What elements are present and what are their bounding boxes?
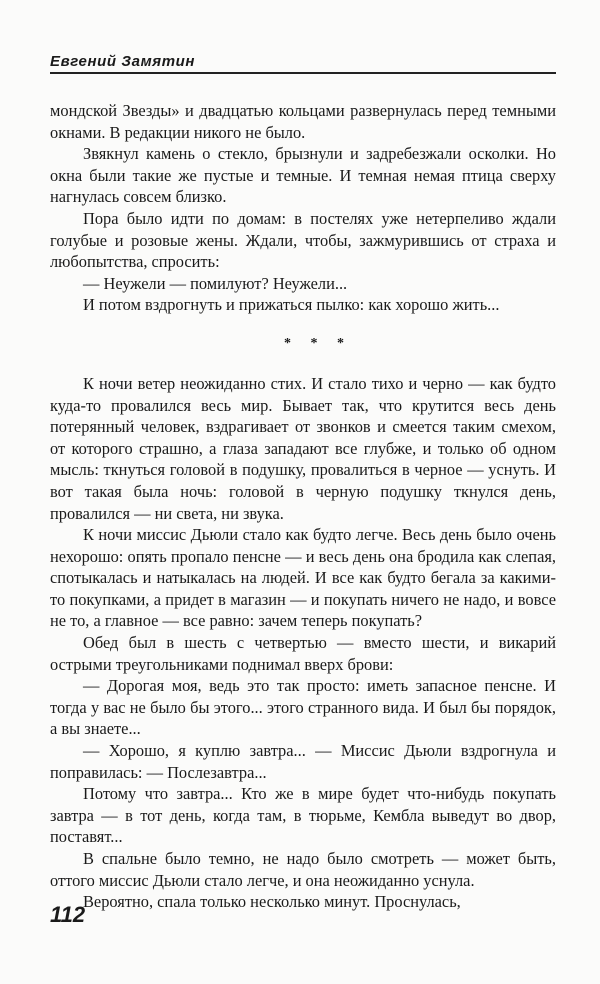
running-title: Евгений Замятин: [50, 53, 196, 70]
paragraph: — Хорошо, я куплю завтра... — Миссис Дьюли вздрогнула и поправилась: — Послезавтра...: [50, 741, 556, 782]
paragraph: — Неужели — помилуют? Неужели...: [83, 273, 348, 293]
section-separator: * * *: [284, 335, 352, 351]
paragraph: И потом вздрогнуть и прижаться пылко: как хорошо жить...: [83, 295, 500, 315]
running-header: [50, 48, 556, 74]
paragraph: Вероятно, спала только несколько минут. Проснулась,: [83, 892, 461, 912]
paragraph: Обед был в шесть с четвертью — вместо шести, и викарий острыми треугольниками поднимал вверх брови:: [50, 633, 556, 674]
section-1: [50, 100, 556, 316]
paragraph: Пора было идти по домам: в постелях уже нетерпеливо ждали голубые и розовые жены. Ждали, чтобы, зажмурившись от страха и любопытства, спросить:: [50, 208, 556, 272]
section-2: [50, 373, 556, 913]
paragraph: В спальне было темно, не надо было смотреть — может быть, оттого миссис Дьюли стало легче, и она неожиданно уснула.: [50, 849, 556, 890]
paragraph: К ночи миссис Дьюли стало как будто легче. Весь день было очень нехорошо: опять пропало пенсне — и весь день она бродила как слепая, спотыкалась и натыкалась на людей. И все как будто бегала за какими-то покупками, а придет в магазин — и покупать ничего не надо, и вовсе не то, а главное — все равно: зачем теперь покупать?: [50, 525, 556, 631]
page-body: [50, 100, 556, 913]
paragraph: Потому что завтра... Кто же в мире будет что-нибудь покупать завтра — в тот день, когда там, в тюрьме, Кембла выведут во двор, поставят...: [50, 784, 556, 847]
paragraph: К ночи ветер неожиданно стих. И стало тихо и черно — как будто куда-то провалился весь мир. Бывает так, что крутится весь день потерянный человек, вздрагивает от звонков и смеется таким смехом, от которого страшно, а глаза западают все глубже, и только об одном мысль: ткнуться головой в подушку, провалиться в черное — уснуть. И вот такая была ночь: головой в черную подушку ткнулся день, провалился — ни света, ни звука.: [50, 373, 556, 523]
paragraph: мондской Звезды» и двадцатью кольцами развернулась перед темными окнами. В редакции никого не было.: [50, 101, 556, 142]
page-number: 112: [50, 902, 86, 927]
paragraph: — Дорогая моя, ведь это так просто: иметь запасное пенсне. И тогда у вас не было бы этого... этого странного вида. И был бы порядок, а вы знаете...: [50, 676, 556, 739]
paragraph: Звякнул камень о стекло, брызнули и задребезжали осколки. Но окна были такие же пустые и темные. И темная немая птица сверху нагнулась совсем близко.: [50, 144, 556, 207]
